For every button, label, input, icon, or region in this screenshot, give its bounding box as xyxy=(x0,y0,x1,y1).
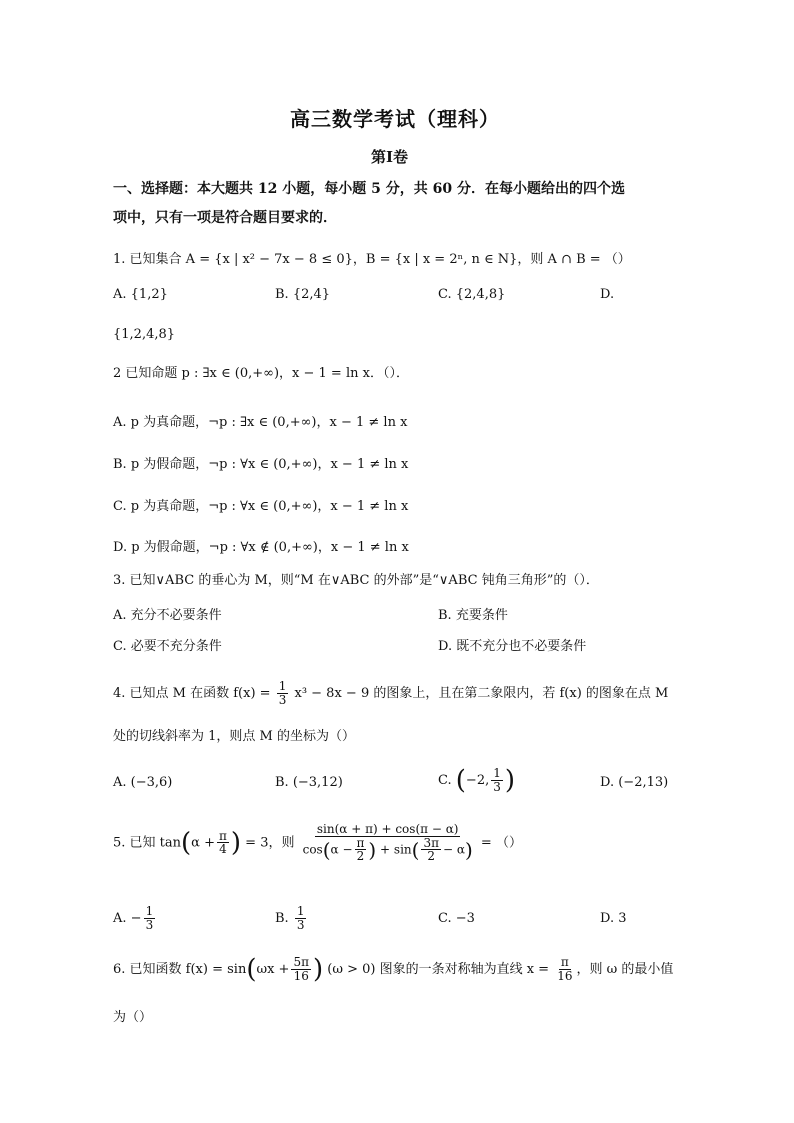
q6-stem-part2: (ω > 0) 图象的一条对称轴为直线 x = xyxy=(327,962,550,977)
q3-option-a: A. 充分不必要条件 xyxy=(113,608,222,623)
q3-option-c: C. 必要不充分条件 xyxy=(113,639,222,654)
q5-pi-over-2 xyxy=(355,837,367,863)
q3-option-b: B. 充要条件 xyxy=(438,608,508,623)
right-paren-icon: ) xyxy=(464,837,473,862)
q5-option-b-den: 3 xyxy=(296,918,305,932)
q4-option-c-value: −2, xyxy=(465,773,490,788)
q6-arg: ωx + xyxy=(256,962,290,977)
q5-tan-arg: α + xyxy=(191,835,215,851)
q6-pi-over-16 xyxy=(555,956,574,982)
q2-option-d: D. p 为假命题，¬p : ∀x ∉ (0,+∞)，x − 1 ≠ ln x xyxy=(113,540,409,555)
q6-5pi-over-16 xyxy=(291,956,311,982)
q5-option-b-label: B. xyxy=(275,911,289,926)
q6-sixteen: 16 xyxy=(293,969,309,983)
q5-two: 2 xyxy=(356,849,365,864)
q4-option-a: A. (−3,6) xyxy=(113,775,173,790)
left-paren-icon: ( xyxy=(322,837,331,862)
q5-den-plus-sin: + sin xyxy=(380,842,412,857)
q1-option-b: B. {2,4} xyxy=(275,287,331,302)
q5-stem xyxy=(113,823,522,863)
q5-option-a-label: A. xyxy=(113,911,127,926)
q5-option-b-fraction xyxy=(295,905,307,931)
q5-pi-2: π xyxy=(356,835,365,850)
q6-stem-part3: ，则 ω 的最小值 xyxy=(576,962,674,977)
q5-pi-over-4 xyxy=(217,830,229,856)
q5-option-d: D. 3 xyxy=(600,911,627,926)
q4-stem-line1 xyxy=(113,679,668,709)
q5-option-a-fraction xyxy=(144,905,156,931)
right-paren-icon: ) xyxy=(230,827,242,858)
left-paren-icon: ( xyxy=(455,765,466,796)
q4-option-d: D. (−2,13) xyxy=(600,775,669,790)
q6-five-pi: 5π xyxy=(293,955,309,970)
q5-option-a-num: 1 xyxy=(145,904,154,919)
left-paren-icon: ( xyxy=(411,837,420,862)
q5-pi: π xyxy=(218,828,227,843)
q5-stem-part2: = 3，则 xyxy=(245,835,295,851)
section-heading-line2: 项中，只有一项是符合题目要求的． xyxy=(113,210,337,226)
q4-stem-part2: x³ − 8x − 9 的图象上，且在第二象限内，若 f(x) 的图象在点 M xyxy=(294,686,669,701)
q2-stem: 2 已知命题 p : ∃x ∈ (0,+∞)，x − 1 = ln x．（）． xyxy=(113,366,409,381)
q1-option-d: D. xyxy=(600,287,615,302)
q1-option-d-value: {1,2,4,8} xyxy=(113,327,176,342)
q5-option-a xyxy=(113,902,157,936)
q6-sixteen-b: 16 xyxy=(557,969,573,983)
right-paren-icon: ) xyxy=(368,837,377,862)
q4-fraction-den: 3 xyxy=(278,693,287,707)
q1-option-a: A. {1,2} xyxy=(113,287,168,302)
q5-option-c: C. −3 xyxy=(438,911,475,926)
q2-option-c: C. p 为真命题，¬p : ∀x ∈ (0,+∞)，x − 1 ≠ ln x xyxy=(113,499,409,514)
q5-two-b: 2 xyxy=(427,849,436,864)
q3-option-d: D. 既不充分也不必要条件 xyxy=(438,639,587,654)
q2-option-a: A. p 为真命题，¬p : ∃x ∈ (0,+∞)，x − 1 ≠ ln x xyxy=(113,415,408,430)
q5-big-fraction xyxy=(301,823,475,863)
q1-stem: 1. 已知集合 A = {x | x² − 7x − 8 ≤ 0}，B = {x | x = 2ⁿ, n ∈ N}，则 A ∩ B = （） xyxy=(113,252,631,267)
q6-stem-part1: 6. 已知函数 f(x) = sin xyxy=(113,962,247,977)
q4-option-c-fraction xyxy=(491,767,503,793)
q5-den-sin-tail: − α xyxy=(442,842,465,857)
q5-option-a-sign: − xyxy=(130,911,142,926)
q2-option-b: B. p 为假命题，¬p : ∀x ∈ (0,+∞)，x − 1 ≠ ln x xyxy=(113,457,409,472)
left-paren-icon: ( xyxy=(181,827,192,858)
q6-pi: π xyxy=(560,955,569,970)
q4-option-c-label: C. xyxy=(438,773,452,788)
q4-option-c-num: 1 xyxy=(493,766,501,781)
q6-stem-line2: 为（） xyxy=(113,1010,153,1025)
q4-option-c-den: 3 xyxy=(493,780,501,794)
q5-option-b xyxy=(275,902,308,936)
q4-stem-part1: 4. 已知点 M 在函数 f(x) = xyxy=(113,686,271,701)
q5-four: 4 xyxy=(219,842,227,857)
q5-numerator: sin(α + π) + cos(π − α) xyxy=(316,822,459,836)
q5-den-cos-arg: α − xyxy=(330,842,353,857)
q4-fraction xyxy=(277,680,289,706)
section-heading-line1: 一、选择题：本大题共 12 小题，每小题 5 分，共 60 分．在每小题给出的四个选 xyxy=(113,181,625,197)
q5-three-pi: 3π xyxy=(423,835,439,850)
q6-stem-line1 xyxy=(113,950,673,990)
q5-option-b-num: 1 xyxy=(296,904,305,919)
q3-stem: 3. 已知∨ABC 的垂心为 M，则“M 在∨ABC 的外部”是“∨ABC 钝角三角形”的（）． xyxy=(113,573,599,588)
volume-label: 第Ⅰ卷 xyxy=(371,148,409,166)
q5-3pi-over-2 xyxy=(421,837,441,863)
q4-option-c xyxy=(438,764,515,798)
left-paren-icon: ( xyxy=(246,954,257,985)
q4-stem-line2: 处的切线斜率为 1，则点 M 的坐标为（） xyxy=(113,729,355,744)
right-paren-icon: ) xyxy=(504,765,516,796)
q4-option-b: B. (−3,12) xyxy=(275,775,343,790)
q5-denominator xyxy=(301,837,475,863)
q4-fraction-num: 1 xyxy=(278,679,287,694)
q1-option-c: C. {2,4,8} xyxy=(438,287,506,302)
q5-option-a-den: 3 xyxy=(145,918,154,932)
right-paren-icon: ) xyxy=(312,954,324,985)
q5-stem-part1: 5. 已知 tan xyxy=(113,835,182,851)
q5-stem-part3: = （） xyxy=(480,835,522,851)
page-title: 高三数学考试（理科） xyxy=(290,107,500,131)
q5-den-cos: cos xyxy=(302,842,323,857)
